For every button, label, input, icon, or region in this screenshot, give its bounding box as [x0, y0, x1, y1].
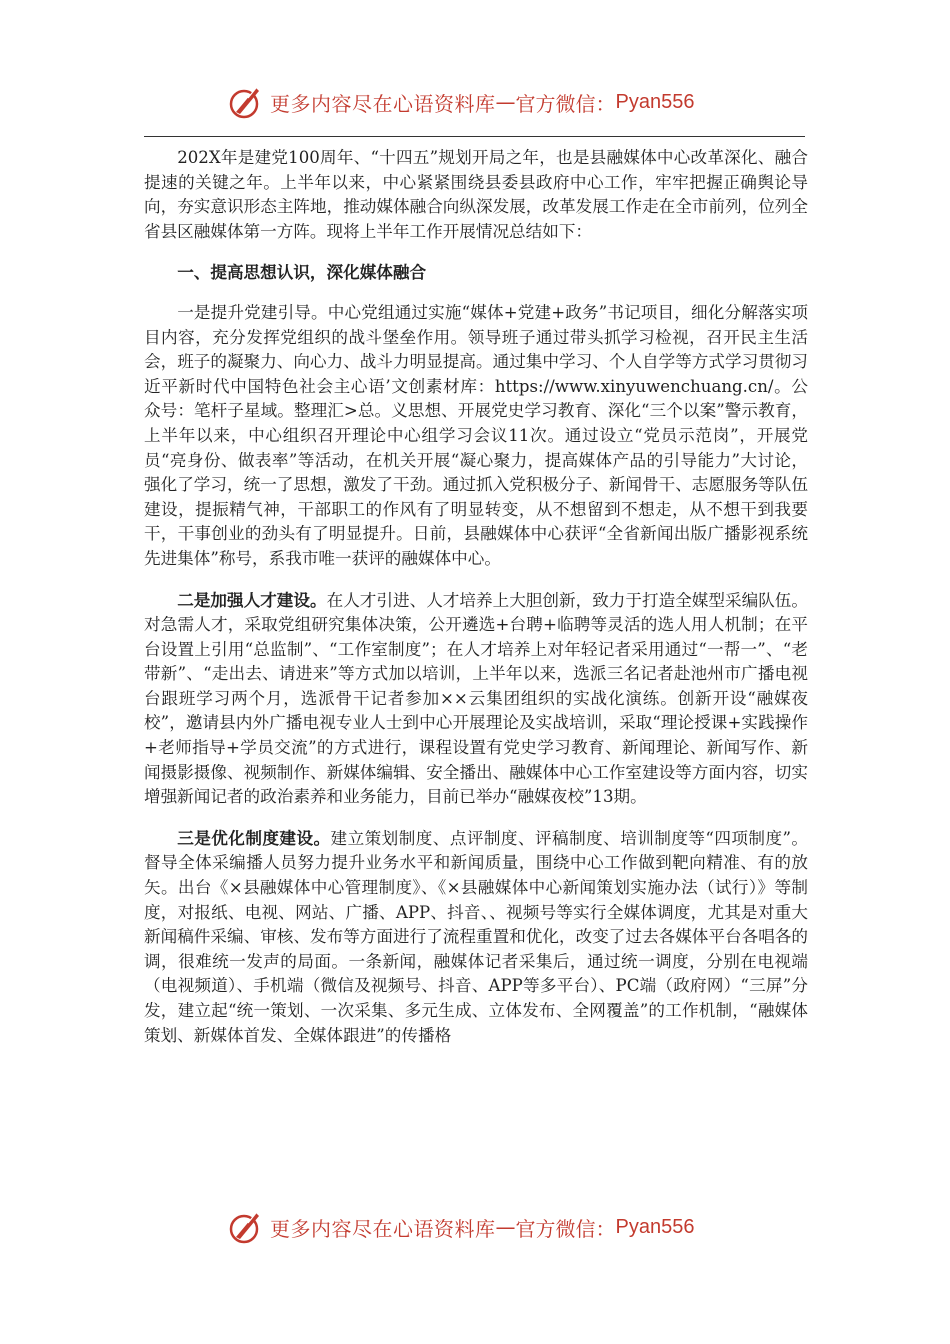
banner-wechat-id: Pyan556 — [615, 1215, 695, 1238]
quill-logo-icon — [226, 1207, 266, 1247]
banner-main-text: 更多内容尽在心语资料库 — [270, 1216, 496, 1241]
paragraph-body: 在人才引进、人才培养上大胆创新，致力于打造全媒型采编队伍。对急需人才，采取党组研究集体决策，公开遴选+台聘+临聘等灵活的选人用人机制；在平台设置上引用“总监制”、“工作室制度”；在人才培养上对年轻记者采用通过“一帮一”、“老带新”、“走出去、请进来”等方式加以培训，上半年以来，选派三名记者赴池州市广播电视台跟班学习两个月，选派骨干记者参加××云集团组织的实战化演练。创新开设“融媒夜校”，邀请县内外广播电视专业人士到中心开展理论及实战培训，采取“理论授课+实践操作+老师指导+学员交流”的方式进行，课程设置有党史学习教育、新闻理论、新闻写作、新闻摄影摄像、视频制作、新媒体编辑、安全播出、融媒体中心工作室建设等方面内容，切实增强新闻记者的政治素养和业务能力，目前已举办“融媒夜校”13期。 — [144, 590, 809, 807]
watermark-banner-top — [226, 80, 726, 124]
banner-wechat-id: Pyan556 — [615, 90, 695, 113]
banner-separator: — — [495, 90, 516, 114]
intro-paragraph: 202X年是建党100周年、“十四五”规划开局之年，也是县融媒体中心改革深化、融合提速的关键之年。上半年以来，中心紧紧围绕县委县政府中心工作，牢牢把握正确舆论导向，夯实意识形态主阵地，推动媒体融合向纵深发展，改革发展工作走在全市前列，位列全省县区融媒体第一方阵。现将上半年工作开展情况总结如下： — [144, 148, 808, 241]
paragraph-body: 建立策划制度、点评制度、评稿制度、培训制度等“四项制度”。督导全体采编播人员努力提升业务水平和新闻质量，围绕中心工作做到靶向精准、有的放矢。出台《×县融媒体中心管理制度》、《×县融媒体中心新闻策划实施办法（试行）》等制度，对报纸、电视、网站、广播、APP、抖音、、视频号等实行全媒体调度，尤其是对重大新闻稿件采编、审核、发布等方面进行了流程重置和优化，改变了过去各媒体平台各唱各的调，很难统一发声的局面。一条新闻，融媒体记者采集后，通过统一调度，分别在电视端（电视频道）、手机端（微信及视频号、抖音、APP等多平台）、PC端（政府网）“三屏”分发，建立起“统一策划、一次采集、多元生成、立体发布、全网覆盖”的工作机制，“融媒体策划、新媒体首发、全媒体跟进”的传播格 — [144, 828, 809, 1045]
paragraph-lead: 三是优化制度建设。 — [177, 827, 331, 848]
banner-wechat-label: 官方微信： — [515, 91, 616, 116]
banner-separator: — — [495, 1215, 516, 1239]
section-heading-1: 一、提高思想认识，深化媒体融合 — [177, 262, 427, 283]
paragraph-lead: 二是加强人才建设。 — [177, 589, 327, 610]
watermark-banner-bottom — [226, 1205, 726, 1249]
banner-main-text: 更多内容尽在心语资料库 — [270, 91, 496, 116]
quill-logo-icon — [226, 82, 266, 122]
document-body — [144, 146, 808, 1048]
paragraph-talent-building — [144, 588, 808, 810]
paragraph-system-building — [144, 826, 808, 1048]
header-rule — [144, 136, 805, 137]
banner-wechat-label: 官方微信： — [515, 1216, 616, 1241]
paragraph-party-building: 一是提升党建引导。中心党组通过实施“媒体+党建+政务”书记项目，细化分解落实项目内容，充分发挥党组织的战斗堡垒作用。领导班子通过带头抓学习检视，召开民主生活会，班子的凝聚力、向心力、战斗力明显提高。通过集中学习、个人自学等方式学习贯彻习近平新时代中国特色社会主心语’文创素材库：https://www.xinyuwenchuang.cn/。公众号：笔杆子星域。整理汇>总。义思想、开展党史学习教育、深化“三个以案”警示教育，上半年以来，中心组织召开理论中心组学习会议11次。通过设立“党员示范岗”，开展党员“亮身份、做表率”等活动，在机关开展“凝心聚力，提高媒体产品的引导能力”大讨论，强化了学习，统一了思想，激发了干劲。通过抓入党积极分子、新闻骨干、志愿服务等队伍建设，提振精气神，干部职工的作风有了明显转变，从不想留到不想走，从不想干到我要干，干事创业的劲头有了明显提升。日前，县融媒体中心获评“全省新闻出版广播影视系统先进集体”称号，系我市唯一获评的融媒体中心。 — [144, 302, 808, 568]
